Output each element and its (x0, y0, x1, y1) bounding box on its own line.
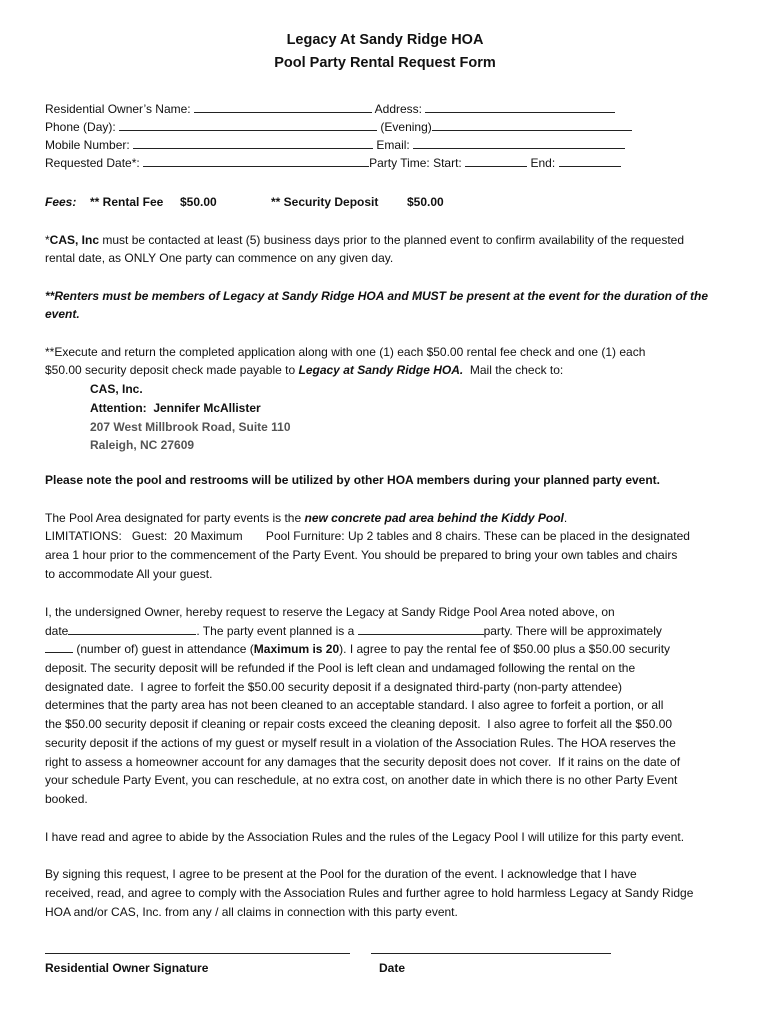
pool-area-text: The Pool Area designated for party events is the (45, 511, 305, 525)
cas-company: CAS, Inc (49, 233, 100, 247)
signing-line3: HOA and/or CAS, Inc. from any / all claims in connection with this party event. (45, 905, 458, 919)
pool-area-line1 (45, 509, 567, 527)
mail-to-attention: Attention: Jennifer McAllister (90, 401, 261, 415)
signing-line2: received, read, and agree to comply with the Association Rules and further agree to hold harmless Legacy at Sandy Ridge (45, 886, 694, 900)
execute-notice-line1: **Execute and return the completed application along with one (1) each $50.00 rental fee check and one (1) each (45, 345, 646, 359)
email-field[interactable] (413, 136, 625, 149)
form-title: Pool Party Rental Request Form (274, 55, 496, 71)
agreement-line10: your schedule Party Event, you can reschedule, at no extra cost, on another date in which there is no other Party Event (45, 773, 678, 787)
phone-day-label: Phone (Day): (45, 120, 116, 134)
mobile-field[interactable] (133, 136, 373, 149)
field-row-mobile-email (45, 136, 625, 154)
agreement-line7: the $50.00 security deposit if cleaning or repair costs exceed the cleaning deposit. I also agree to forfeit all the $50.00 (45, 717, 673, 731)
street-name: 207 West Millbrook Road (90, 420, 232, 434)
agreement-line6: determines that the party area has not been cleaned to an acceptable standard. I also agree to forfeit a portion, or all (45, 698, 664, 712)
mail-to-name: CAS, Inc. (90, 382, 143, 396)
guest-text: (number of) guest in attendance ( (73, 642, 254, 656)
owner-name-field[interactable] (194, 100, 372, 113)
party-planned-text: . The party event planned is a (196, 624, 358, 638)
address-label: Address: (374, 102, 422, 116)
signing-line1: By signing this request, I agree to be present at the Pool for the duration of the event. I acknowledge that I have (45, 867, 637, 881)
form-title-hoa: Legacy At Sandy Ridge HOA (286, 32, 484, 48)
agreement-line8: security deposit if the actions of my guest or myself result in a violation of the Association Rules. The HOA reserves the (45, 736, 676, 750)
owner-name-label: Residential Owner’s Name: (45, 102, 191, 116)
date-label: date (45, 624, 69, 638)
end-label: End: (530, 156, 556, 170)
field-row-phone (45, 118, 632, 136)
rental-fee-amount: $50.00 (180, 195, 217, 209)
approximately-text: party. There will be approximately (483, 624, 662, 638)
execute-notice-line2 (45, 361, 563, 379)
agreement-line3 (45, 640, 670, 658)
limitations-line: LIMITATIONS: Guest: 20 Maximum Pool Furniture: Up 2 tables and 8 chairs. These can be placed in the designated (45, 529, 690, 543)
owner-signature-field[interactable] (45, 953, 350, 954)
agreement-line11: booked. (45, 792, 88, 806)
agreement-line4: deposit. The security deposit will be refunded if the Pool is left clean and undamaged following the rental on the (45, 661, 636, 675)
requested-date-label: Requested Date*: (45, 156, 140, 170)
agreement-line9: right to assess a homeowner account for any damages that the security deposit does not cover. If it rains on the date of (45, 755, 681, 769)
cas-notice-line2: rental date, as ONLY One party can commence on any given day. (45, 251, 394, 265)
fees-row (45, 193, 444, 211)
renters-notice-line1: **Renters must be members of Legacy at Sandy Ridge HOA and MUST be present at the event for the duration of the (45, 289, 709, 303)
payee-name: Legacy at Sandy Ridge HOA. (298, 363, 464, 377)
agreement-line5: designated date. I agree to forfeit the $50.00 security deposit if a designated third-party (non-party attendee) (45, 680, 623, 694)
event-date-field[interactable] (68, 622, 196, 635)
execute-text: $50.00 security deposit check made payable to (45, 363, 299, 377)
mail-to-city: Raleigh, NC 27609 (90, 438, 195, 452)
pool-area-location: new concrete pad area behind the Kiddy Pool (304, 511, 564, 525)
evening-label: (Evening) (380, 120, 432, 134)
pool-area-line3: area 1 hour prior to the commencement of the Party Event. You should be prepared to bring your own tables and chairs (45, 548, 678, 562)
party-time-start-label: Party Time: Start: (369, 156, 462, 170)
end-time-field[interactable] (559, 154, 621, 167)
phone-evening-field[interactable] (432, 118, 632, 131)
cas-notice-text: must be contacted at least (5) business days prior to the planned event to confirm availability of the requested (99, 233, 685, 247)
mobile-label: Mobile Number: (45, 138, 130, 152)
security-deposit-amount: $50.00 (407, 195, 444, 209)
fees-label: Fees: (45, 195, 77, 209)
agreement-line1: I, the undersigned Owner, hereby request to reserve the Legacy at Sandy Ridge Pool Area noted above, on (45, 605, 615, 619)
renters-notice-line2: event. (45, 307, 80, 321)
signature-date-field[interactable] (371, 953, 611, 954)
field-row-date-time (45, 154, 621, 172)
address-field[interactable] (425, 100, 615, 113)
party-type-field[interactable] (358, 622, 484, 635)
mail-check-text: Mail the check to: (463, 363, 564, 377)
pool-area-line4: to accommodate All your guest. (45, 567, 213, 581)
phone-day-field[interactable] (119, 118, 377, 131)
suite: , Suite 110 (231, 420, 291, 434)
requested-date-field[interactable] (143, 154, 369, 167)
owner-signature-label: Residential Owner Signature (45, 961, 209, 975)
maximum-guests: Maximum is 20 (253, 642, 340, 656)
cas-notice-line1 (45, 231, 684, 249)
start-time-field[interactable] (465, 154, 527, 167)
guest-count-field[interactable] (45, 640, 73, 653)
email-label: Email: (376, 138, 410, 152)
mail-to-street (90, 418, 291, 436)
rental-fee-label: ** Rental Fee (90, 195, 164, 209)
date-signature-label: Date (379, 961, 406, 975)
pool-note: Please note the pool and restrooms will be utilized by other HOA members during your planned party event. (45, 473, 660, 487)
security-deposit-label: ** Security Deposit (271, 195, 379, 209)
abide-statement: I have read and agree to abide by the Association Rules and the rules of the Legacy Pool I will utilize for this party event. (45, 830, 685, 844)
field-row-name-address (45, 100, 615, 118)
cas-asterisk: * (45, 233, 50, 247)
agreement-line2 (45, 622, 662, 640)
pay-rental-text: ). I agree to pay the rental fee of $50.00 plus a $50.00 security (339, 642, 671, 656)
pool-area-period: . (563, 511, 568, 525)
